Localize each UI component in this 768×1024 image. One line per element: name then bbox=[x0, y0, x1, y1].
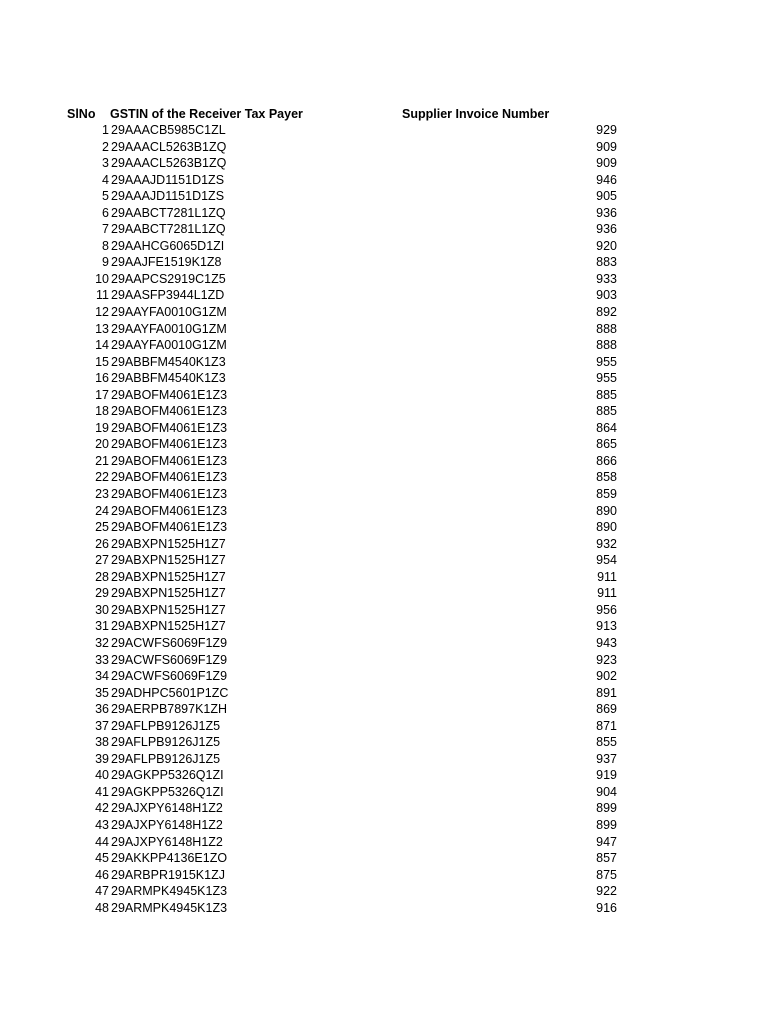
cell-gstin: 29ABOFM4061E1Z3 bbox=[111, 404, 228, 419]
table-row bbox=[0, 883, 768, 900]
table-row bbox=[0, 205, 768, 222]
table-row bbox=[0, 618, 768, 635]
cell-supplier-invoice-number: 943 bbox=[596, 635, 617, 650]
cell-gstin: 29ABBFM4540K1Z3 bbox=[111, 371, 226, 386]
table-row bbox=[0, 122, 768, 139]
cell-slno: 48 bbox=[95, 900, 109, 915]
cell-gstin: 29ABOFM4061E1Z3 bbox=[111, 520, 228, 535]
table-row bbox=[0, 834, 768, 851]
table-row bbox=[0, 254, 768, 271]
cell-gstin: 29AFLPB9126J1Z5 bbox=[111, 751, 221, 766]
table-row bbox=[0, 767, 768, 784]
cell-supplier-invoice-number: 875 bbox=[596, 867, 617, 882]
cell-gstin: 29AASFP3944L1ZD bbox=[111, 288, 225, 303]
table-row bbox=[0, 221, 768, 238]
table-row bbox=[0, 139, 768, 156]
table-row bbox=[0, 172, 768, 189]
table-row bbox=[0, 668, 768, 685]
cell-gstin: 29AAACL5263B1ZQ bbox=[111, 156, 227, 171]
table-row bbox=[0, 536, 768, 553]
cell-supplier-invoice-number: 883 bbox=[596, 255, 617, 270]
cell-gstin: 29ABXPN1525H1Z7 bbox=[111, 553, 226, 568]
cell-gstin: 29AGKPP5326Q1ZI bbox=[111, 784, 224, 799]
cell-slno: 39 bbox=[95, 751, 109, 766]
cell-gstin: 29AFLPB9126J1Z5 bbox=[111, 718, 221, 733]
cell-slno: 24 bbox=[95, 503, 109, 518]
cell-gstin: 29ACWFS6069F1Z9 bbox=[111, 669, 228, 684]
cell-slno: 15 bbox=[95, 354, 109, 369]
cell-gstin: 29ABXPN1525H1Z7 bbox=[111, 536, 226, 551]
cell-supplier-invoice-number: 955 bbox=[596, 354, 617, 369]
cell-slno: 8 bbox=[102, 238, 109, 253]
cell-slno: 45 bbox=[95, 851, 109, 866]
cell-slno: 46 bbox=[95, 867, 109, 882]
cell-gstin: 29AJXPY6148H1Z2 bbox=[111, 817, 223, 832]
table-row bbox=[0, 784, 768, 801]
cell-supplier-invoice-number: 902 bbox=[596, 669, 617, 684]
cell-supplier-invoice-number: 858 bbox=[596, 470, 617, 485]
cell-supplier-invoice-number: 890 bbox=[596, 503, 617, 518]
table-row bbox=[0, 867, 768, 884]
cell-gstin: 29AAJFE1519K1Z8 bbox=[111, 255, 222, 270]
cell-slno: 30 bbox=[95, 602, 109, 617]
cell-gstin: 29AAACL5263B1ZQ bbox=[111, 139, 227, 154]
cell-supplier-invoice-number: 892 bbox=[596, 305, 617, 320]
cell-slno: 26 bbox=[95, 536, 109, 551]
cell-supplier-invoice-number: 923 bbox=[596, 652, 617, 667]
cell-slno: 5 bbox=[102, 189, 109, 204]
cell-supplier-invoice-number: 899 bbox=[596, 817, 617, 832]
table-row bbox=[0, 800, 768, 817]
cell-supplier-invoice-number: 890 bbox=[596, 520, 617, 535]
cell-slno: 16 bbox=[95, 371, 109, 386]
cell-slno: 28 bbox=[95, 569, 109, 584]
table-row bbox=[0, 469, 768, 486]
cell-slno: 36 bbox=[95, 702, 109, 717]
table-row bbox=[0, 271, 768, 288]
cell-slno: 13 bbox=[95, 321, 109, 336]
header-gstin: GSTIN of the Receiver Tax Payer bbox=[110, 107, 303, 121]
cell-supplier-invoice-number: 866 bbox=[596, 453, 617, 468]
cell-supplier-invoice-number: 909 bbox=[596, 156, 617, 171]
cell-supplier-invoice-number: 888 bbox=[596, 338, 617, 353]
cell-supplier-invoice-number: 865 bbox=[596, 437, 617, 452]
cell-supplier-invoice-number: 891 bbox=[596, 685, 617, 700]
cell-supplier-invoice-number: 859 bbox=[596, 487, 617, 502]
table-body bbox=[0, 122, 768, 916]
cell-supplier-invoice-number: 936 bbox=[596, 222, 617, 237]
cell-gstin: 29AJXPY6148H1Z2 bbox=[111, 834, 223, 849]
cell-slno: 17 bbox=[95, 387, 109, 402]
table-row bbox=[0, 403, 768, 420]
cell-gstin: 29ADHPC5601P1ZC bbox=[111, 685, 229, 700]
cell-gstin: 29ABOFM4061E1Z3 bbox=[111, 420, 228, 435]
cell-supplier-invoice-number: 864 bbox=[596, 420, 617, 435]
cell-slno: 44 bbox=[95, 834, 109, 849]
cell-gstin: 29AERPB7897K1ZH bbox=[111, 702, 228, 717]
cell-slno: 34 bbox=[95, 669, 109, 684]
cell-slno: 10 bbox=[95, 271, 109, 286]
cell-gstin: 29ABXPN1525H1Z7 bbox=[111, 602, 226, 617]
table-row bbox=[0, 287, 768, 304]
cell-slno: 35 bbox=[95, 685, 109, 700]
cell-supplier-invoice-number: 899 bbox=[596, 801, 617, 816]
cell-gstin: 29ARMPK4945K1Z3 bbox=[111, 884, 228, 899]
cell-slno: 6 bbox=[102, 205, 109, 220]
cell-supplier-invoice-number: 920 bbox=[596, 238, 617, 253]
cell-gstin: 29AAYFA0010G1ZM bbox=[111, 338, 227, 353]
cell-slno: 47 bbox=[95, 884, 109, 899]
cell-supplier-invoice-number: 869 bbox=[596, 702, 617, 717]
cell-slno: 37 bbox=[95, 718, 109, 733]
cell-slno: 11 bbox=[96, 288, 109, 303]
cell-supplier-invoice-number: 885 bbox=[596, 404, 617, 419]
cell-slno: 3 bbox=[102, 156, 109, 171]
cell-gstin: 29ABXPN1525H1Z7 bbox=[111, 586, 226, 601]
cell-supplier-invoice-number: 922 bbox=[596, 884, 617, 899]
table-row bbox=[0, 701, 768, 718]
cell-slno: 21 bbox=[95, 453, 109, 468]
cell-supplier-invoice-number: 909 bbox=[596, 139, 617, 154]
cell-supplier-invoice-number: 871 bbox=[596, 718, 617, 733]
table-row bbox=[0, 370, 768, 387]
table-row bbox=[0, 569, 768, 586]
table-row bbox=[0, 387, 768, 404]
cell-supplier-invoice-number: 857 bbox=[596, 851, 617, 866]
table-row bbox=[0, 453, 768, 470]
table-row bbox=[0, 635, 768, 652]
cell-supplier-invoice-number: 937 bbox=[596, 751, 617, 766]
cell-slno: 14 bbox=[95, 338, 109, 353]
table-row bbox=[0, 503, 768, 520]
table-row bbox=[0, 354, 768, 371]
cell-slno: 33 bbox=[95, 652, 109, 667]
header-slno: SlNo bbox=[67, 107, 96, 121]
cell-supplier-invoice-number: 885 bbox=[596, 387, 617, 402]
table-row bbox=[0, 155, 768, 172]
cell-slno: 7 bbox=[102, 222, 109, 237]
cell-slno: 32 bbox=[95, 635, 109, 650]
table-row bbox=[0, 850, 768, 867]
cell-gstin: 29ACWFS6069F1Z9 bbox=[111, 652, 228, 667]
table-row bbox=[0, 602, 768, 619]
cell-slno: 40 bbox=[95, 768, 109, 783]
cell-supplier-invoice-number: 955 bbox=[596, 371, 617, 386]
cell-gstin: 29AJXPY6148H1Z2 bbox=[111, 801, 223, 816]
cell-supplier-invoice-number: 913 bbox=[596, 619, 617, 634]
cell-gstin: 29ABXPN1525H1Z7 bbox=[111, 619, 226, 634]
cell-gstin: 29AAYFA0010G1ZM bbox=[111, 321, 227, 336]
cell-slno: 20 bbox=[95, 437, 109, 452]
cell-slno: 1 bbox=[102, 123, 109, 137]
table-row bbox=[0, 652, 768, 669]
cell-gstin: 29ARBPR1915K1ZJ bbox=[111, 867, 225, 882]
cell-supplier-invoice-number: 916 bbox=[596, 900, 617, 915]
cell-slno: 4 bbox=[102, 172, 109, 187]
cell-gstin: 29AAYFA0010G1ZM bbox=[111, 305, 227, 320]
cell-slno: 9 bbox=[102, 255, 109, 270]
cell-gstin: 29ARMPK4945K1Z3 bbox=[111, 900, 228, 915]
table-row bbox=[0, 486, 768, 503]
table-row bbox=[0, 436, 768, 453]
cell-gstin: 29AAAJD1151D1ZS bbox=[111, 172, 225, 187]
cell-slno: 31 bbox=[95, 619, 109, 634]
cell-supplier-invoice-number: 936 bbox=[596, 205, 617, 220]
cell-supplier-invoice-number: 947 bbox=[596, 834, 617, 849]
cell-slno: 29 bbox=[95, 586, 109, 601]
cell-gstin: 29AGKPP5326Q1ZI bbox=[111, 768, 224, 783]
cell-slno: 19 bbox=[95, 420, 109, 435]
cell-gstin: 29AABCT7281L1ZQ bbox=[111, 205, 226, 220]
table-row bbox=[0, 718, 768, 735]
table-row bbox=[0, 188, 768, 205]
cell-gstin: 29ABOFM4061E1Z3 bbox=[111, 437, 228, 452]
cell-gstin: 29AAPCS2919C1Z5 bbox=[111, 271, 226, 286]
table-row bbox=[0, 817, 768, 834]
cell-supplier-invoice-number: 919 bbox=[596, 768, 617, 783]
table-row bbox=[0, 238, 768, 255]
cell-supplier-invoice-number: 954 bbox=[596, 553, 617, 568]
cell-gstin: 29ABOFM4061E1Z3 bbox=[111, 453, 228, 468]
cell-gstin: 29ABOFM4061E1Z3 bbox=[111, 387, 228, 402]
cell-supplier-invoice-number: 956 bbox=[596, 602, 617, 617]
table-row bbox=[0, 337, 768, 354]
cell-gstin: 29ABBFM4540K1Z3 bbox=[111, 354, 226, 369]
cell-slno: 2 bbox=[102, 139, 109, 154]
cell-slno: 23 bbox=[95, 487, 109, 502]
cell-supplier-invoice-number: 911 bbox=[597, 586, 617, 601]
cell-gstin: 29AABCT7281L1ZQ bbox=[111, 222, 226, 237]
cell-gstin: 29ABOFM4061E1Z3 bbox=[111, 503, 228, 518]
cell-supplier-invoice-number: 905 bbox=[596, 189, 617, 204]
cell-gstin: 29ABXPN1525H1Z7 bbox=[111, 569, 226, 584]
cell-supplier-invoice-number: 855 bbox=[596, 735, 617, 750]
cell-gstin: 29AAAJD1151D1ZS bbox=[111, 189, 225, 204]
cell-gstin: 29AFLPB9126J1Z5 bbox=[111, 735, 221, 750]
header-supplier-invoice-number: Supplier Invoice Number bbox=[402, 107, 550, 121]
table-row bbox=[0, 519, 768, 536]
cell-supplier-invoice-number: 929 bbox=[596, 123, 617, 137]
cell-supplier-invoice-number: 932 bbox=[596, 536, 617, 551]
cell-gstin: 29ABOFM4061E1Z3 bbox=[111, 487, 228, 502]
table-row bbox=[0, 304, 768, 321]
cell-slno: 41 bbox=[95, 784, 109, 799]
table-row bbox=[0, 552, 768, 569]
cell-gstin: 29ABOFM4061E1Z3 bbox=[111, 470, 228, 485]
cell-supplier-invoice-number: 904 bbox=[596, 784, 617, 799]
cell-slno: 22 bbox=[95, 470, 109, 485]
cell-supplier-invoice-number: 946 bbox=[596, 172, 617, 187]
table-row bbox=[0, 585, 768, 602]
cell-supplier-invoice-number: 911 bbox=[597, 569, 617, 584]
cell-gstin: 29AAHCG6065D1ZI bbox=[111, 238, 225, 253]
table-row bbox=[0, 734, 768, 751]
cell-gstin: 29ACWFS6069F1Z9 bbox=[111, 635, 228, 650]
cell-gstin: 29AAACB5985C1ZL bbox=[111, 123, 226, 137]
cell-gstin: 29AKKPP4136E1ZO bbox=[111, 851, 228, 866]
cell-slno: 43 bbox=[95, 817, 109, 832]
table-row bbox=[0, 420, 768, 437]
cell-slno: 18 bbox=[95, 404, 109, 419]
cell-slno: 27 bbox=[95, 553, 109, 568]
cell-slno: 42 bbox=[95, 801, 109, 816]
cell-supplier-invoice-number: 903 bbox=[596, 288, 617, 303]
table-row bbox=[0, 751, 768, 768]
cell-supplier-invoice-number: 888 bbox=[596, 321, 617, 336]
table-row bbox=[0, 900, 768, 917]
table-row bbox=[0, 321, 768, 338]
cell-slno: 12 bbox=[95, 305, 109, 320]
cell-slno: 38 bbox=[95, 735, 109, 750]
cell-slno: 25 bbox=[95, 520, 109, 535]
table-row bbox=[0, 685, 768, 702]
cell-supplier-invoice-number: 933 bbox=[596, 271, 617, 286]
